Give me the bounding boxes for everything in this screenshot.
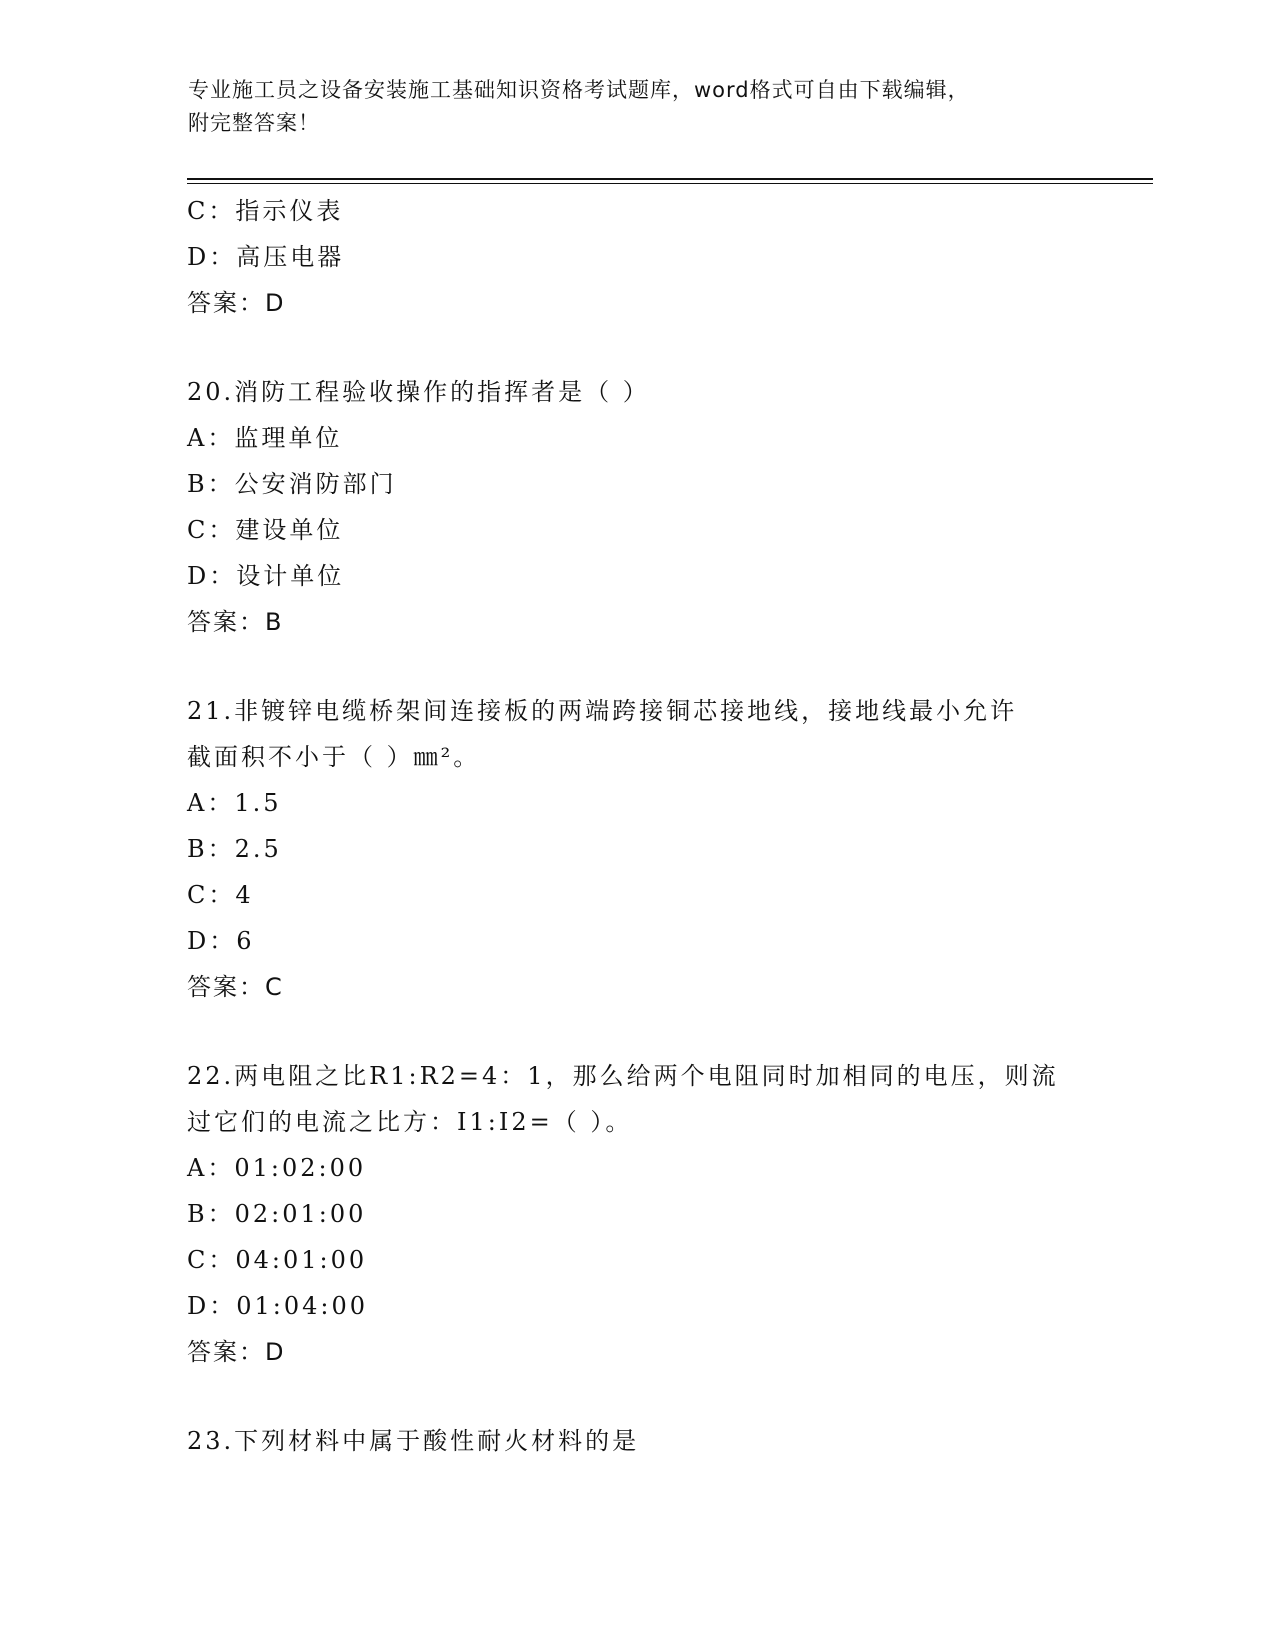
option-d: D：高压电器 — [187, 243, 345, 271]
option-c: C：4 — [187, 881, 254, 909]
question-stem-line-2: 截面积不小于（ ）㎜²。 — [187, 743, 481, 771]
option-c: C：04:01:00 — [187, 1246, 368, 1274]
option-a: A：01:02:00 — [187, 1154, 367, 1182]
option-a: A：监理单位 — [187, 424, 343, 452]
option-b: B：02:01:00 — [187, 1200, 367, 1228]
header-line-1: 专业施工员之设备安装施工基础知识资格考试题库，word格式可自由下载编辑， — [188, 78, 970, 102]
document-header — [188, 74, 1078, 140]
question-19-tail — [187, 188, 1087, 326]
question-23 — [187, 1418, 1087, 1464]
question-stem-line-1: 21.非镀锌电缆桥架间连接板的两端跨接铜芯接地线，接地线最小允许 — [187, 697, 1018, 725]
option-d: D：设计单位 — [187, 562, 345, 590]
question-22 — [187, 1053, 1087, 1375]
answer: 答案：D — [187, 1338, 286, 1366]
spacer — [187, 1010, 1087, 1053]
spacer — [187, 326, 1087, 369]
question-21 — [187, 688, 1087, 1010]
question-stem: 23.下列材料中属于酸性耐火材料的是 — [187, 1427, 640, 1455]
option-b: B：2.5 — [187, 835, 282, 863]
question-stem: 20.消防工程验收操作的指挥者是（ ） — [187, 378, 650, 406]
answer: 答案：C — [187, 973, 284, 1001]
option-c: C：指示仪表 — [187, 197, 344, 225]
spacer — [187, 645, 1087, 688]
answer: 答案：D — [187, 289, 286, 317]
answer: 答案：B — [187, 608, 284, 636]
option-a: A：1.5 — [187, 789, 282, 817]
header-line-2: 附完整答案！ — [188, 111, 320, 135]
option-b: B：公安消防部门 — [187, 470, 397, 498]
header-divider-thin — [187, 183, 1153, 184]
option-d: D：6 — [187, 927, 255, 955]
spacer — [187, 1375, 1087, 1418]
question-list — [187, 188, 1087, 1464]
question-stem-line-1: 22.两电阻之比R1:R2=4：1，那么给两个电阻同时加相同的电压，则流 — [187, 1062, 1059, 1090]
option-d: D：01:04:00 — [187, 1292, 369, 1320]
header-divider-thick — [187, 178, 1153, 180]
option-c: C：建设单位 — [187, 516, 344, 544]
question-stem-line-2: 过它们的电流之比方：I1:I2=（ ）。 — [187, 1108, 633, 1136]
question-20 — [187, 369, 1087, 645]
